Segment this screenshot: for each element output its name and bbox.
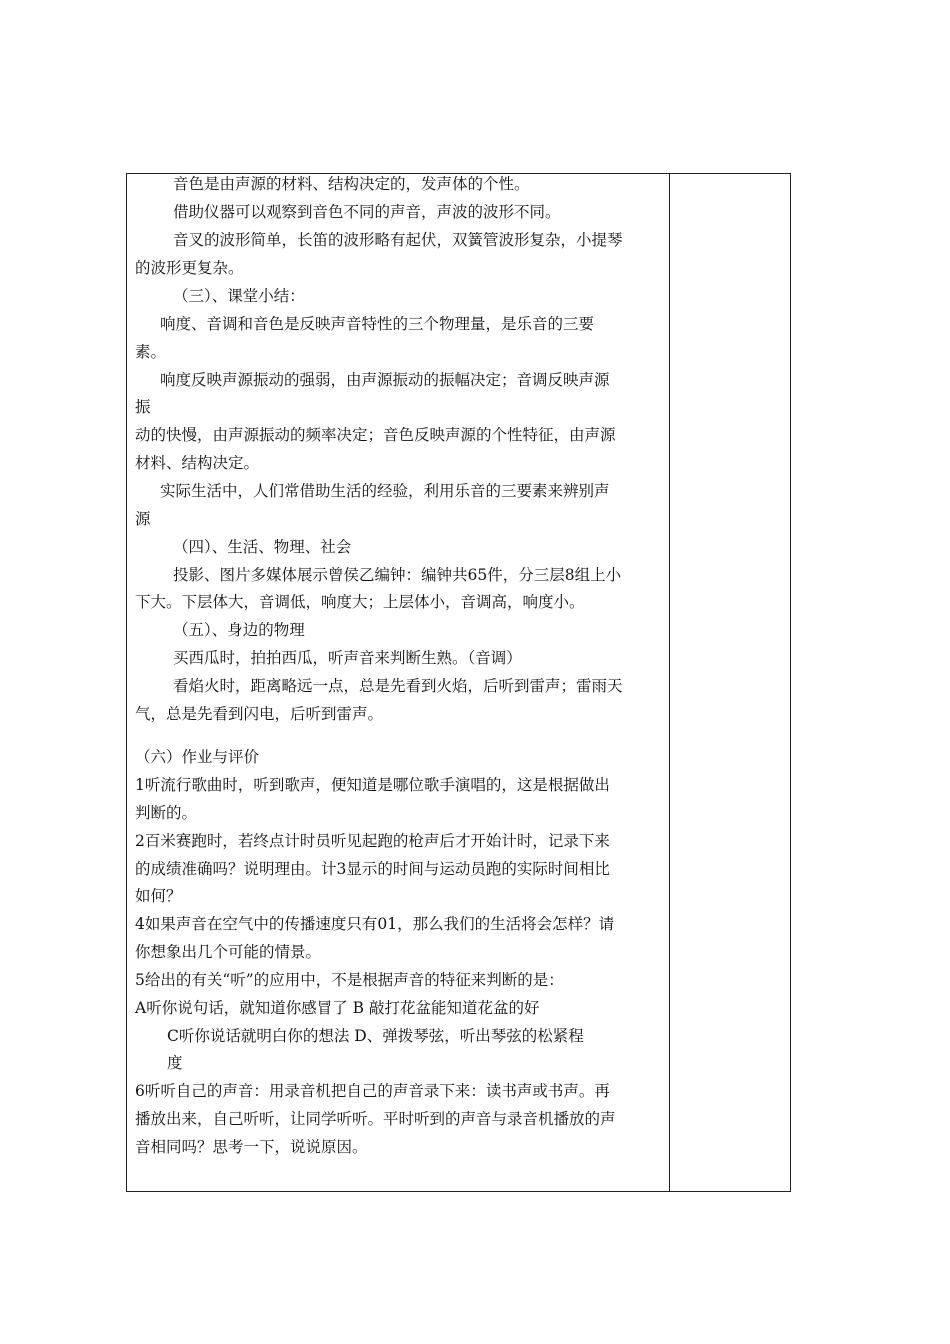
- text-line: 借助仪器可以观察到音色不同的声音，声波的波形不同。: [173, 203, 561, 221]
- question-text: 你想象出几个可能的情景。: [135, 943, 322, 961]
- text-line: 气，总是先看到闪电，后听到雷声。: [135, 705, 384, 723]
- text-line: 实际生活中，人们常借助生活的经验，利用乐音的三要素来辨别声: [160, 482, 610, 500]
- text-line: 音叉的波形简单，长笛的波形略有起伏，双簧管波形复杂，小提琴: [173, 231, 623, 249]
- text-line: 振: [135, 398, 151, 416]
- question-text: 音相同吗？思考一下，说说原因。: [135, 1138, 368, 1156]
- option-text: 度: [167, 1054, 183, 1072]
- text-line: 的波形更复杂。: [135, 259, 244, 277]
- text-line: 买西瓜时，拍拍西瓜，听声音来判断生熟。（音调）: [173, 649, 522, 667]
- question-text: 判断的。: [135, 804, 198, 822]
- text-line: 音色是由声源的材料、结构决定的，发声体的个性。: [173, 175, 530, 193]
- section-heading: （六）作业与评价: [135, 748, 260, 766]
- section-heading: （四）、生活、物理、社会: [173, 538, 352, 556]
- text-line: 看焰火时，距离略远一点，总是先看到火焰，后听到雷声；雷雨天: [173, 677, 623, 695]
- text-line: 响度、音调和音色是反映声音特性的三个物理量，是乐音的三要: [160, 315, 595, 333]
- section-heading: （三）、课堂小结：: [173, 287, 305, 305]
- text-line: 响度反映声源振动的强弱，由声源振动的振幅决定；音调反映声源: [160, 371, 610, 389]
- option-text: A听你说句话，就知道你感冒了 B 敲打花盆能知道花盆的好: [135, 999, 540, 1017]
- left-cell: [135, 174, 661, 1191]
- question-text: 4如果声音在空气中的传播速度只有01，那么我们的生活将会怎样？请: [135, 915, 615, 933]
- text-line: 源: [135, 510, 151, 528]
- section-heading: （五）、身边的物理: [173, 621, 305, 639]
- option-text: C听你说话就明白你的想法 D、弹拨琴弦，听出琴弦的松紧程: [167, 1027, 584, 1045]
- right-cell: [670, 174, 790, 1191]
- question-text: 1听流行歌曲时，听到歌声，便知道是哪位歌手演唱的，这是根据做出: [135, 776, 610, 794]
- text-line: 动的快慢，由声源振动的频率决定；音色反映声源的个性特征，由声源: [135, 426, 616, 444]
- text-line: 下大。下层体大，音调低，响度大；上层体小，音调高，响度小。: [135, 593, 585, 611]
- text-line: 材料、结构决定。: [135, 454, 260, 472]
- question-text: 5给出的有关“听”的应用中，不是根据声音的特征来判断的是：: [135, 971, 564, 989]
- text-line: 素。: [135, 343, 167, 361]
- question-text: 的成绩准确吗？说明理由。计3显示的时间与运动员跑的实际时间相比: [135, 860, 610, 878]
- question-text: 播放出来，自己听听，让同学听听。平时听到的声音与录音机播放的声: [135, 1110, 616, 1128]
- question-text: 如何？: [135, 887, 182, 905]
- question-text: 2百米赛跑时，若终点计时员听见起跑的枪声后才开始计时，记录下来: [135, 832, 610, 850]
- text-line: 投影、图片多媒体展示曾侯乙编钟：编钟共65件，分三层8组上小: [173, 566, 622, 584]
- question-text: 6听听自己的声音：用录音机把自己的声音录下来：读书声或书声。再: [135, 1082, 610, 1100]
- document-table: [126, 173, 791, 1192]
